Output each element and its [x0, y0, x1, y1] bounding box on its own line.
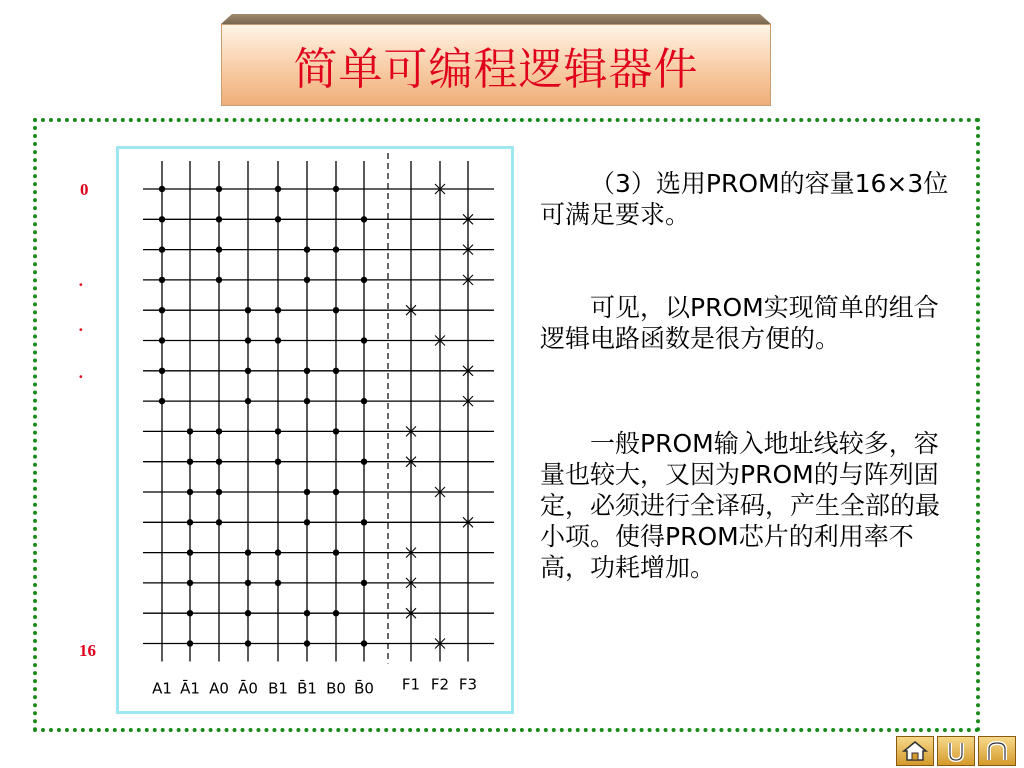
and-dot: [245, 640, 251, 646]
input-label-1: A1: [152, 679, 172, 698]
and-dot: [304, 277, 310, 283]
title-plate-top: [221, 14, 771, 24]
and-dot: [275, 428, 281, 434]
and-dot: [304, 489, 310, 495]
and-dot: [159, 337, 165, 343]
and-dot: [333, 307, 339, 313]
paragraph-3: [540, 428, 960, 583]
and-dot: [245, 398, 251, 404]
and-dot: [275, 337, 281, 343]
and-dot: [159, 398, 165, 404]
and-dot: [304, 398, 310, 404]
and-dot: [216, 489, 222, 495]
and-dot: [304, 610, 310, 616]
return-icon: [943, 740, 969, 762]
and-dot: [159, 368, 165, 374]
prom-array-svg: [119, 149, 511, 711]
and-dot: [245, 549, 251, 555]
home-icon: [902, 740, 928, 762]
and-dot: [216, 459, 222, 465]
paragraph-1: [540, 168, 960, 230]
home-button[interactable]: [896, 736, 934, 766]
and-dot: [159, 307, 165, 313]
and-dot: [159, 246, 165, 252]
and-dot: [245, 307, 251, 313]
and-dot: [361, 640, 367, 646]
and-dot: [275, 580, 281, 586]
and-dot: [361, 398, 367, 404]
and-dot: [187, 428, 193, 434]
and-dot: [361, 216, 367, 222]
and-dot: [159, 186, 165, 192]
and-dot: [187, 459, 193, 465]
input-label-5: B1: [268, 679, 288, 698]
and-dot: [187, 489, 193, 495]
input-label-7: B0: [326, 679, 346, 698]
title-plate: [221, 14, 771, 106]
and-dot: [304, 519, 310, 525]
and-dot: [333, 186, 339, 192]
paragraph-3-text: 一般PROM输入地址线较多，容量也较大，又因为PROM的与阵列固定，必须进行全译码，产生全部的最小项。使得PROM芯片的利用率不高，功耗增加。: [540, 429, 941, 582]
and-dot: [333, 549, 339, 555]
and-dot: [333, 489, 339, 495]
loop-icon: [984, 740, 1010, 762]
and-dot: [333, 246, 339, 252]
and-dot: [216, 277, 222, 283]
and-dot: [187, 549, 193, 555]
paragraph-1-text: （3）选用PROM的容量16×3位可满足要求。: [540, 169, 949, 229]
loop-button[interactable]: [978, 736, 1016, 766]
and-dot: [275, 307, 281, 313]
and-dot: [187, 580, 193, 586]
input-label-4: Ā0: [238, 679, 258, 698]
and-dot: [361, 337, 367, 343]
and-dot: [245, 337, 251, 343]
and-dot: [275, 216, 281, 222]
and-dot: [216, 186, 222, 192]
and-dot: [361, 277, 367, 283]
paragraph-2-text: 可见，以PROM实现简单的组合逻辑电路函数是很方便的。: [540, 293, 939, 353]
and-dot: [216, 519, 222, 525]
and-dot: [304, 640, 310, 646]
row-label-dot-3: ·: [78, 367, 84, 386]
and-dot: [333, 610, 339, 616]
page-title: 简单可编程逻辑器件: [293, 44, 699, 95]
and-dot: [275, 459, 281, 465]
input-label-3: A0: [209, 679, 229, 698]
and-dot: [361, 459, 367, 465]
and-dot: [304, 368, 310, 374]
output-label-2: F2: [430, 675, 450, 694]
paragraph-2: [540, 292, 960, 354]
input-label-8: B̄0: [354, 679, 374, 698]
and-dot: [333, 428, 339, 434]
input-label-6: B̄1: [297, 679, 317, 698]
and-dot: [159, 277, 165, 283]
output-label-3: F3: [458, 675, 478, 694]
and-dot: [159, 216, 165, 222]
row-label-dot-1: ·: [78, 275, 84, 294]
output-label-1: F1: [401, 675, 421, 694]
and-dot: [187, 519, 193, 525]
and-dot: [361, 580, 367, 586]
and-dot: [333, 368, 339, 374]
and-dot: [304, 246, 310, 252]
navigation-bar: [896, 736, 1016, 766]
and-dot: [275, 549, 281, 555]
and-dot: [361, 519, 367, 525]
and-dot: [245, 610, 251, 616]
and-dot: [245, 368, 251, 374]
row-label-first: 0: [80, 180, 89, 199]
row-label-dot-2: ·: [78, 320, 84, 339]
prom-diagram: [116, 146, 514, 714]
and-dot: [216, 428, 222, 434]
input-label-2: Ā1: [180, 679, 200, 698]
and-dot: [245, 580, 251, 586]
and-dot: [216, 246, 222, 252]
and-dot: [187, 610, 193, 616]
title-plate-face: [221, 24, 771, 106]
and-dot: [216, 216, 222, 222]
and-dot: [187, 640, 193, 646]
return-button[interactable]: [937, 736, 975, 766]
row-label-last: 16: [79, 641, 96, 660]
and-dot: [275, 186, 281, 192]
